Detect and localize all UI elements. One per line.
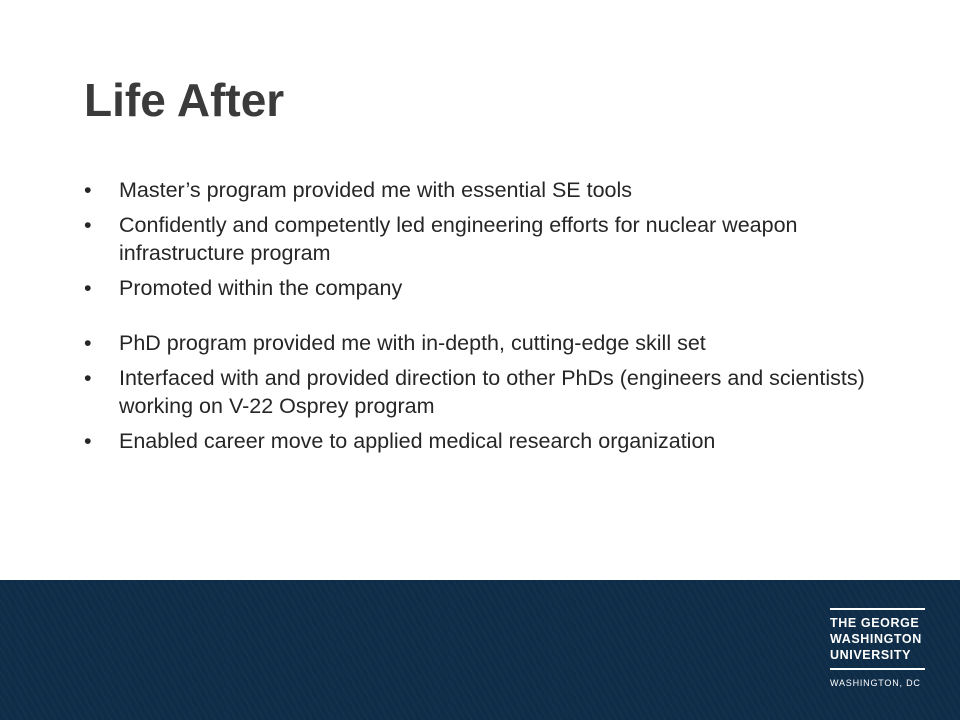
bullet-text: Master’s program provided me with essential SE tools [119,178,633,202]
logo-line-2: WASHINGTON [830,632,922,646]
bullet-text: Enabled career move to applied medical research organization [119,429,716,453]
bullet-item [84,274,884,302]
logo-line-1: THE GEORGE [830,616,920,630]
bullet-marker: • [84,429,92,453]
footer-band [0,580,960,720]
bullet-item [84,211,884,267]
bullet-marker: • [84,213,92,237]
bullet-item [84,329,884,357]
slide-title: Life After [84,74,285,126]
logo-location: WASHINGTON, DC [830,678,921,688]
logo-rule-middle [830,668,925,670]
bullet-marker: • [84,276,92,300]
bullet-item [84,176,884,204]
logo-line-3: UNIVERSITY [830,648,912,662]
bullet-marker: • [84,366,92,390]
bullet-text: Promoted within the company [119,276,403,300]
bullet-list [84,176,884,462]
bullet-item [84,427,884,455]
bullet-item [84,364,884,420]
bullet-marker: • [84,331,92,355]
bullet-marker: • [84,178,92,202]
university-logo [830,608,925,689]
bullet-text: PhD program provided me with in-depth, cutting-edge skill set [119,331,706,355]
bullet-text: Interfaced with and provided direction to other PhDs (engineers and scientists) working on V-22 Osprey program [119,366,865,418]
bullet-text: Confidently and competently led engineering efforts for nuclear weapon infrastructure program [119,213,798,265]
logo-rule-top [830,608,925,610]
